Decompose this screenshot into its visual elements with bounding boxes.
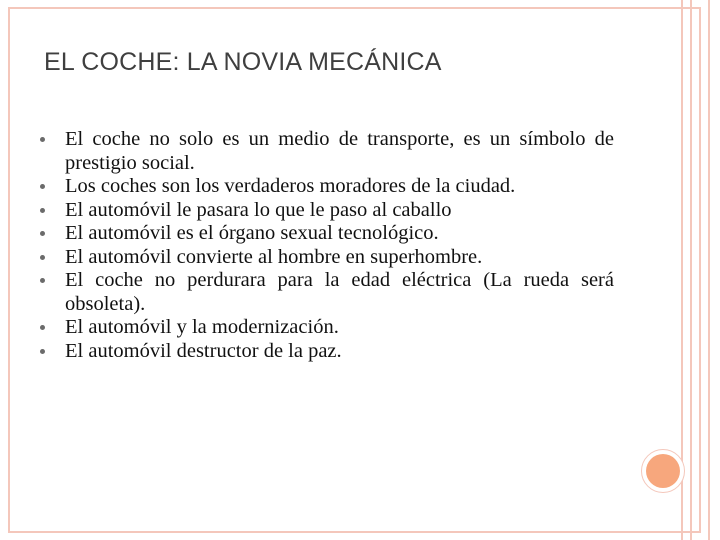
bullet-text: El automóvil convierte al hombre en superhombre.	[65, 245, 483, 268]
bullet-item	[40, 175, 614, 199]
bullet-item	[40, 269, 614, 316]
bullet-list	[40, 128, 614, 363]
bullet-text: El automóvil le pasara lo que le paso al caballo	[65, 198, 452, 221]
bullet-icon	[40, 208, 45, 213]
bullet-text: Los coches son los verdaderos moradores de la ciudad.	[65, 175, 516, 197]
bullet-item	[40, 222, 614, 246]
bullet-icon	[40, 137, 45, 142]
bullet-item	[40, 246, 614, 270]
slide-title: EL COCHE: LA NOVIA MECÁNICA	[44, 48, 442, 76]
bullet-item	[40, 316, 614, 340]
bullet-text: El coche no solo es un medio de transporte, es un símbolo de prestigio social.	[65, 128, 614, 174]
bullet-icon	[40, 184, 45, 189]
bullet-item	[40, 340, 614, 364]
bullet-icon	[40, 349, 45, 354]
bullet-text: El automóvil es el órgano sexual tecnológico.	[65, 222, 439, 244]
bullet-text: El automóvil y la modernización.	[65, 316, 339, 338]
decorative-rule	[708, 0, 710, 540]
bullet-icon	[40, 231, 45, 236]
bullet-icon	[40, 325, 45, 330]
decorative-circle-fill	[646, 454, 680, 488]
bullet-text: El automóvil destructor de la paz.	[65, 339, 342, 362]
bullet-item	[40, 199, 614, 223]
bullet-icon	[40, 278, 45, 283]
decorative-rule	[690, 0, 692, 540]
bullet-item	[40, 128, 614, 175]
bullet-icon	[40, 255, 45, 260]
bullet-text: El coche no perdurara para la edad eléctrica (La rueda será obsoleta).	[65, 269, 614, 315]
decorative-circle-icon	[641, 449, 685, 493]
